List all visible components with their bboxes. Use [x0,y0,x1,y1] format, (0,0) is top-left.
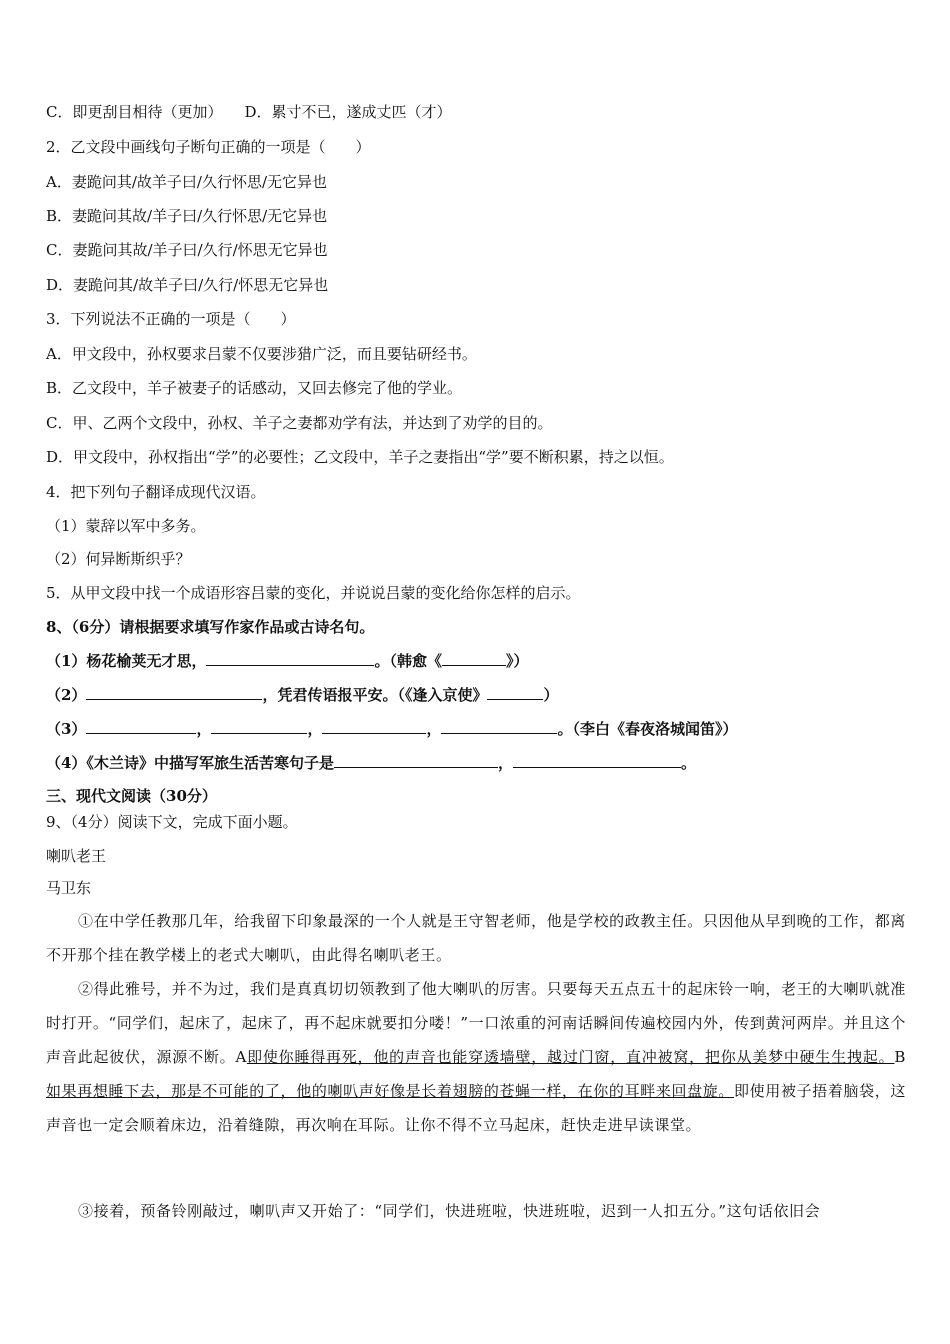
q1-option-c: C．即更刮目相待（更加） [46,103,223,121]
answer-blank[interactable] [334,752,498,768]
q3-option-c: C．甲、乙两个文段中，孙权、羊子之妻都劝学有法，并达到了劝学的目的。 [46,414,553,432]
passage-author: 马卫东 [46,879,92,897]
q4-item-1: （1）蒙辞以军中多务。 [46,517,206,535]
q2-option-d: D．妻跪问其/故羊子曰/久行/怀思无它异也 [46,276,329,294]
paragraph-3-text: ③接着，预备铃刚敲过，喇叭声又开始了：“同学们，快进班啦，快进班啦，迟到一人扣五分。”这句话依旧会 [78,1202,821,1220]
section-3-title: 三、现代文阅读（30分） [46,787,217,805]
q8-line-3-num: （3） [46,720,87,738]
answer-blank[interactable] [322,718,426,734]
paragraph-2-text-a: ②得此雅号，并不为过，我们是真真切切领教到了他大喇叭的厉害。只要每天五点五十的起床铃一响，老王的大喇叭就准时打开。“同学们，起床了，起床了，再不起床就要扣分喽！”一口浓重的河南话瞬间传遍校园内外，传到黄河两岸。并且这个声音此起彼伏，源源不断。A [46,980,906,1066]
q8-line-1 [46,650,528,671]
passage-paragraph-2 [46,972,906,1142]
passage-title: 喇叭老王 [46,847,107,865]
answer-blank[interactable] [442,650,506,666]
q3-option-d: D．甲文段中，孙权指出“学”的必要性；乙文段中，羊子之妻指出“学”要不断积累，持之以恒。 [46,448,674,466]
q8-line-2 [46,684,558,705]
q5-stem: 5．从甲文段中找一个成语形容吕蒙的变化，并说说吕蒙的变化给你怎样的启示。 [46,584,581,602]
answer-blank[interactable] [441,718,557,734]
passage-paragraph-1 [46,904,906,972]
q8-line-3-end: 。（李白《春夜洛城闻笛》） [557,720,738,738]
comma: ， [497,754,513,772]
q4-stem: 4．把下列句子翻译成现代汉语。 [46,483,266,501]
q2-stem: 2．乙文段中画线句子断句正确的一项是（ ） [46,138,371,156]
q2-option-b: B．妻跪问其故/羊子曰/久行怀思/无它异也 [46,207,328,225]
q8-line-1-end: 》） [505,652,529,670]
paragraph-1-text: ①在中学任教那几年，给我留下印象最深的一个人就是王守智老师，他是学校的政教主任。只因他从早到晚的工作，都离不开那个挂在教学楼上的老式大喇叭，由此得名喇叭老王。 [46,912,906,964]
answer-blank[interactable] [86,718,196,734]
answer-blank[interactable] [487,684,543,700]
q8-line-2-num: （2） [46,686,87,704]
q8-line-2-text: ，凭君传语报平安。（《逢入京使》 [262,686,488,704]
q8-stem: 8、（6分）请根据要求填写作家作品或古诗名句。 [46,618,375,636]
comma: ， [307,720,323,738]
q9-stem: 9、（4分）阅读下文，完成下面小题。 [46,813,298,831]
underlined-sentence-a: 即使你睡得再死，他的声音也能穿透墙壁，越过门窗，直冲被窝，把你从美梦中硬生生拽起。 [246,1048,895,1066]
q2-option-a: A．妻跪问其/故羊子曰/久行怀思/无它异也 [46,173,327,191]
q8-line-2-end: ） [543,686,559,704]
q3-option-a: A．甲文段中，孙权要求吕蒙不仅要涉猎广泛，而且要钻研经书。 [46,345,477,363]
paragraph-2-text-c: 即使用被子捂着脑袋，这声音也一定会顺着床边，沿着缝隙，再次响在耳际。让你不得不立马起床，赶快走进早读课堂。 [46,1082,906,1134]
period: 。 [680,754,696,772]
q8-line-3 [46,718,738,739]
comma: ， [426,720,442,738]
q8-line-4 [46,752,696,773]
q8-line-1-mid: 。（韩愈《 [374,652,442,670]
comma: ， [196,720,212,738]
q1-option-d: D．累寸不已，遂成丈匹（才） [244,103,452,121]
q8-line-4-text: （4）《木兰诗》中描写军旅生活苦寒句子是 [46,754,334,772]
answer-blank[interactable] [206,650,374,666]
q2-option-c: C．妻跪问其故/羊子曰/久行/怀思无它异也 [46,241,328,259]
q3-option-b: B．乙文段中，羊子被妻子的话感动，又回去修完了他的学业。 [46,379,463,397]
answer-blank[interactable] [211,718,307,734]
underlined-sentence-b: 如果再想睡下去，那是不可能的了，他的喇叭声好像是长着翅膀的苍蝇一样，在你的耳畔来回盘旋。 [46,1082,735,1100]
q4-item-2: （2）何异断斯织乎？ [46,550,191,568]
passage-paragraph-3 [46,1194,906,1228]
q8-line-1-text: （1）杨花榆荚无才思， [46,652,207,670]
answer-blank[interactable] [513,752,681,768]
answer-blank[interactable] [86,684,262,700]
marker-b: B [894,1048,906,1066]
q3-stem: 3．下列说法不正确的一项是（ ） [46,310,296,328]
q1-options-cd [46,102,452,122]
